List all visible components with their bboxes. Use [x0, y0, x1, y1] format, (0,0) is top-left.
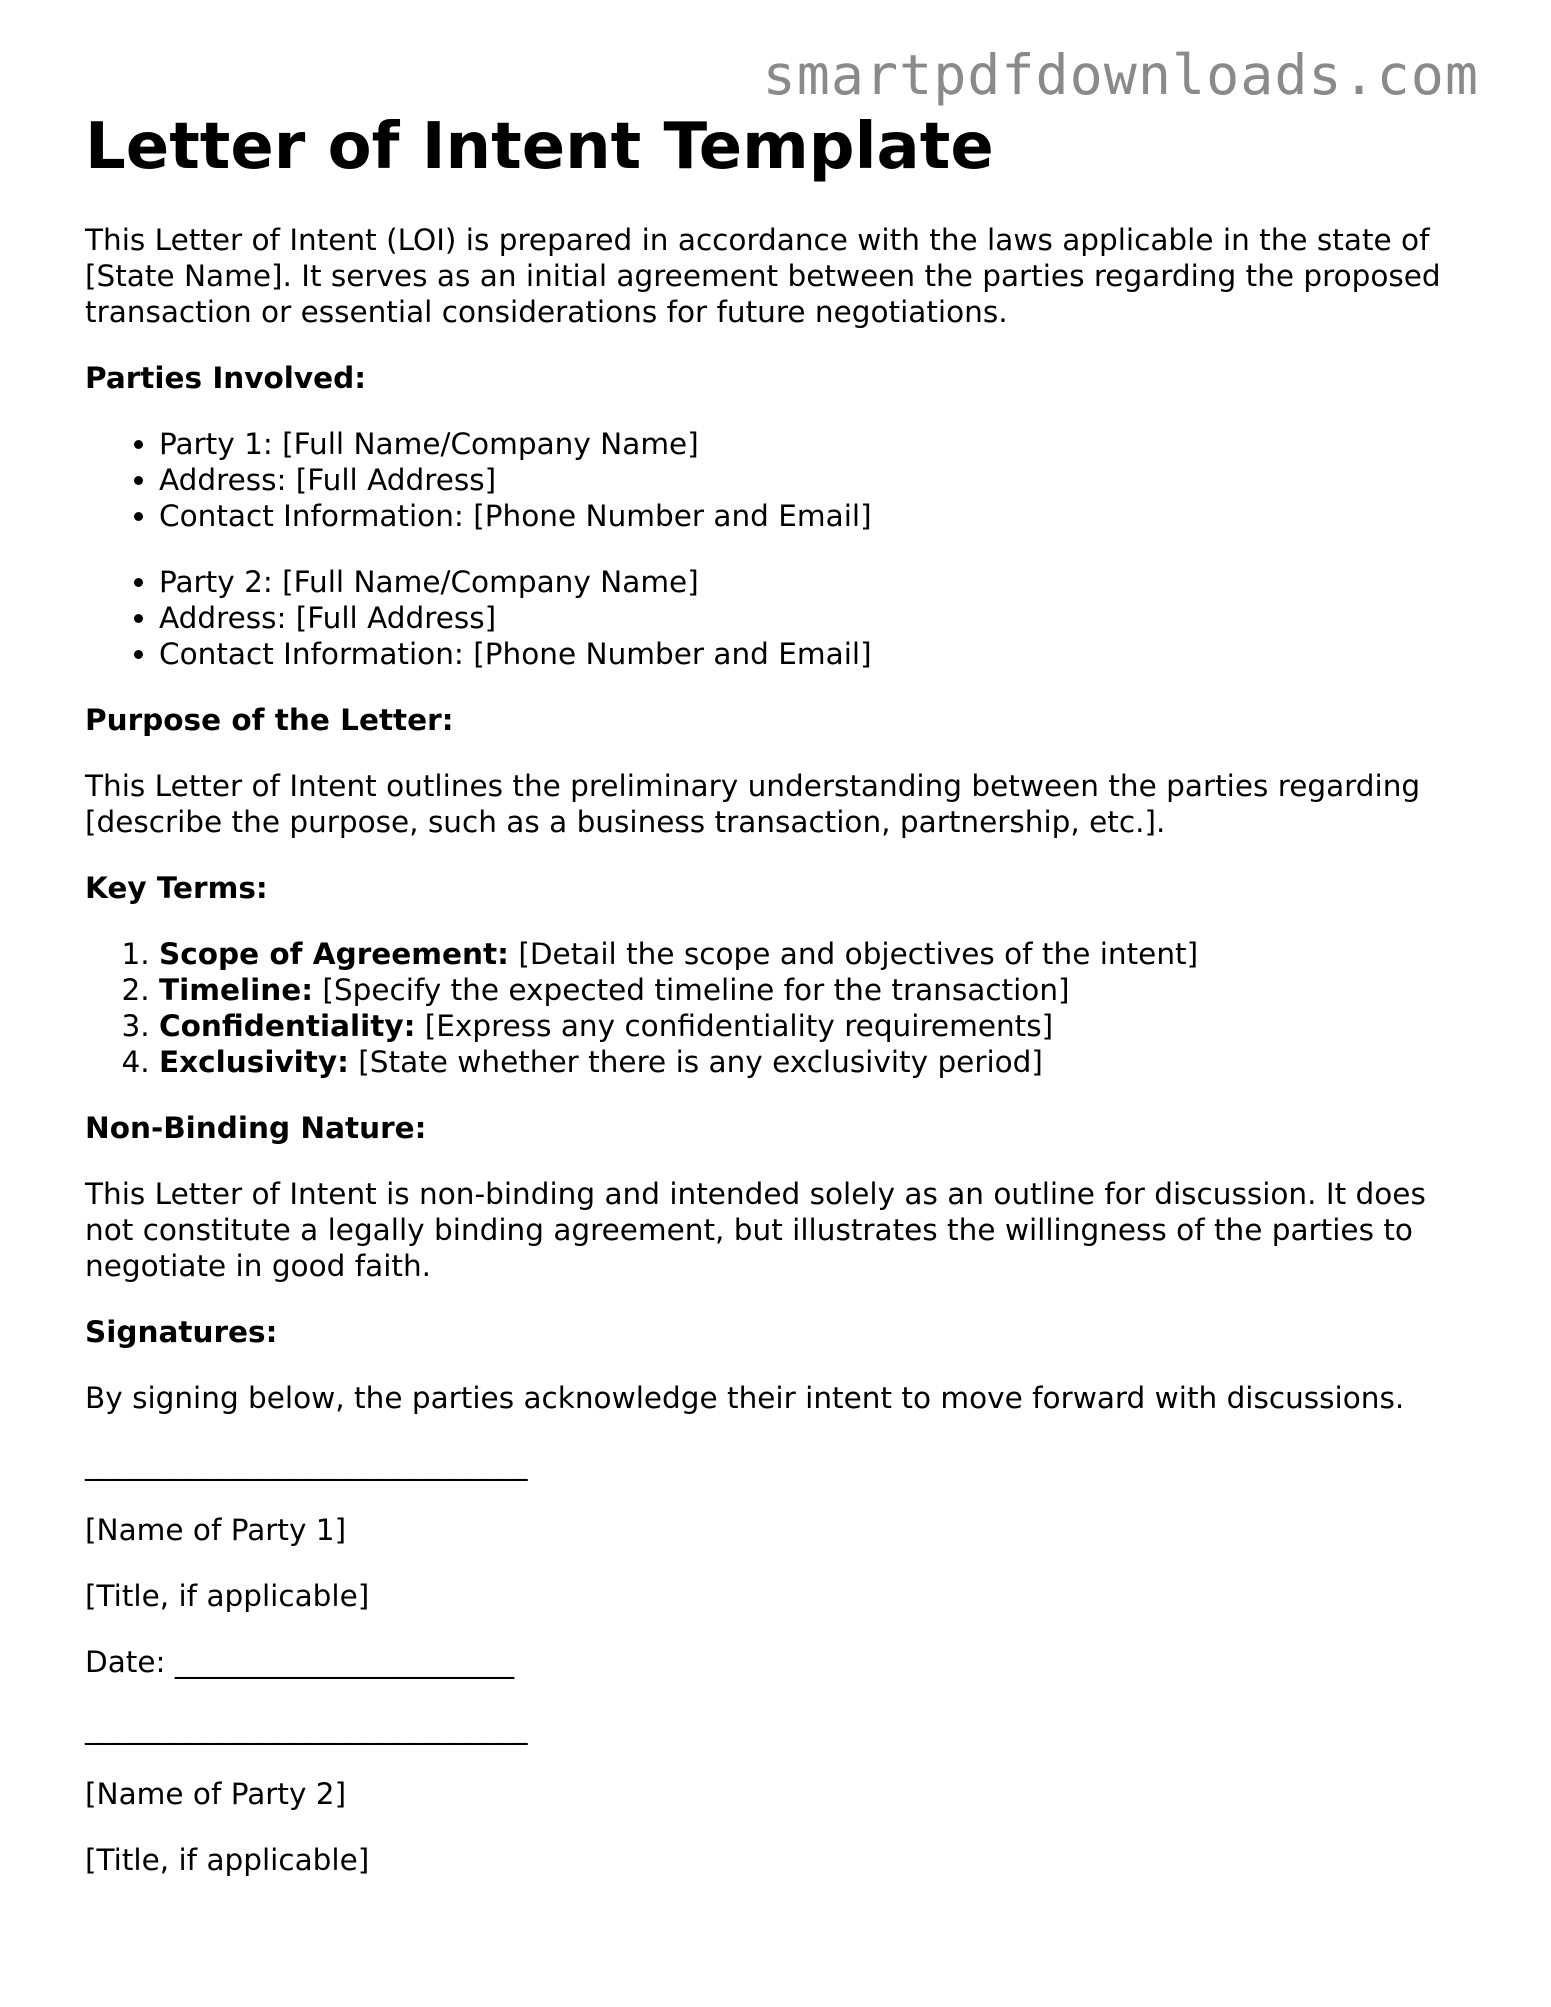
signatures-paragraph: By signing below, the parties acknowledge their intent to move forward with discussions. — [85, 1381, 1405, 1415]
purpose-paragraph: This Letter of Intent outlines the preliminary understanding between the parties regarding [describe the purpose, such as a business transaction, partnership, etc.]. — [85, 769, 1421, 839]
key-term-label: Scope of Agreement: — [159, 937, 509, 971]
party2-signature-line: ______________________________ — [85, 1711, 528, 1745]
key-term-text: [Specify the expected timeline for the transaction] — [313, 973, 1070, 1007]
parties-heading: Parties Involved: — [85, 361, 367, 395]
key-term-item — [159, 1044, 1465, 1080]
party1-name-placeholder: [Name of Party 1] — [85, 1513, 347, 1547]
party1-title-placeholder: [Title, if applicable] — [85, 1579, 370, 1613]
party1-signature-line: ______________________________ — [85, 1447, 528, 1481]
purpose-heading: Purpose of the Letter: — [85, 703, 454, 737]
intro-paragraph: This Letter of Intent (LOI) is prepared in accordance with the laws applicable in the state of [State Name]. It serves as an initial agreement between the parties regarding the proposed transaction or essential considerations for future negotiations. — [85, 223, 1441, 329]
page-title: Letter of Intent Template — [85, 110, 994, 184]
key-term-label: Confidentiality: — [159, 1009, 416, 1043]
signatures-heading: Signatures: — [85, 1315, 278, 1349]
watermark: smartpdfdownloads.com — [762, 43, 1479, 107]
party1-list — [85, 426, 1465, 534]
key-term-item — [159, 936, 1465, 972]
key-term-label: Exclusivity: — [159, 1045, 349, 1079]
party1-address-item: • Address: [Full Address] — [159, 462, 1465, 498]
key-term-label: Timeline: — [159, 973, 314, 1007]
key-terms-heading: Key Terms: — [85, 871, 268, 905]
non-binding-heading: Non-Binding Nature: — [85, 1111, 427, 1145]
party2-name-item: • Party 2: [Full Name/Company Name] — [159, 564, 1465, 600]
party1-contact-item: • Contact Information: [Phone Number and Email] — [159, 498, 1465, 534]
party2-title-placeholder: [Title, if applicable] — [85, 1843, 370, 1877]
key-term-text: [Detail the scope and objectives of the intent] — [508, 937, 1199, 971]
party2-name-placeholder: [Name of Party 2] — [85, 1777, 347, 1811]
date-line: Date: _______________________ — [85, 1645, 515, 1679]
party1-name-item: • Party 1: [Full Name/Company Name] — [159, 426, 1465, 462]
party2-list — [85, 564, 1465, 672]
key-term-item — [159, 972, 1465, 1008]
key-term-text: [Express any confidentiality requirements] — [415, 1009, 1054, 1043]
key-terms-list — [85, 936, 1465, 1080]
document-page — [85, 108, 1465, 1878]
key-term-item — [159, 1008, 1465, 1044]
non-binding-paragraph: This Letter of Intent is non-binding and intended solely as an outline for discussion. It does not constitute a legally binding agreement, but illustrates the willingness of the parties to negotiate in good faith. — [85, 1177, 1426, 1283]
key-term-text: [State whether there is any exclusivity period] — [348, 1045, 1043, 1079]
party2-address-item: • Address: [Full Address] — [159, 600, 1465, 636]
party2-contact-item: • Contact Information: [Phone Number and Email] — [159, 636, 1465, 672]
